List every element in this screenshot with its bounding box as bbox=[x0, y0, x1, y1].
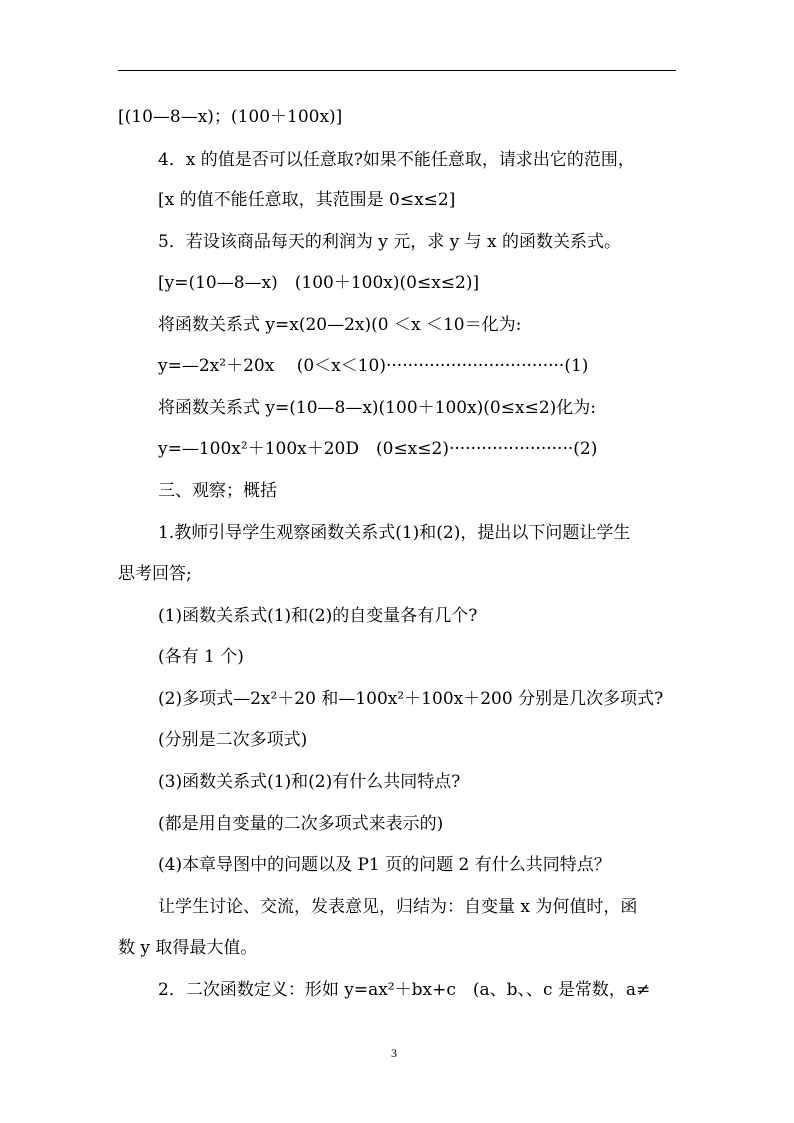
text-line: 2．二次函数定义：形如 y=ax²＋bx+c (a、b、、c 是常数，a≠ bbox=[158, 980, 651, 1000]
text-line: 将函数关系式 y=x(20—2x)(0 ＜x ＜10＝化为: bbox=[158, 315, 522, 335]
text-line: (2)多项式—2x²＋20 和—100x²＋100x＋200 分别是几次多项式? bbox=[158, 689, 664, 709]
text-line: [(10—8—x)；(100＋100x)] bbox=[118, 107, 343, 127]
text-line: 让学生讨论、交流，发表意见，归结为：自变量 x 为何值时，函 bbox=[158, 897, 638, 917]
text-line: y=—100x²＋100x＋20D (0≤x≤2)·······················(2) bbox=[158, 439, 598, 459]
text-line: [x 的值不能任意取，其范围是 0≤x≤2] bbox=[158, 190, 456, 210]
text-line: 数 y 取得最大值。 bbox=[118, 938, 258, 958]
text-line: 思考回答; bbox=[118, 564, 192, 584]
page-number: 3 bbox=[391, 1046, 397, 1060]
text-line: y=—2x²＋20x (0＜x＜10)·································(1) bbox=[158, 356, 589, 376]
text-line: 5．若设该商品每天的利润为 y 元，求 y 与 x 的函数关系式。 bbox=[158, 232, 622, 252]
section-heading: 三、观察；概括 bbox=[158, 481, 277, 501]
text-line: (各有 1 个) bbox=[158, 647, 244, 667]
header-rule bbox=[118, 70, 676, 71]
text-line: (3)函数关系式(1)和(2)有什么共同特点? bbox=[158, 772, 461, 792]
text-line: [y=(10—8—x) (100＋100x)(0≤x≤2)] bbox=[158, 273, 480, 293]
text-line: (分别是二次多项式) bbox=[158, 730, 308, 750]
text-line: (4)本章导图中的问题以及 P1 页的问题 2 有什么共同特点？ bbox=[158, 855, 611, 875]
text-line: (都是用自变量的二次多项式来表示的) bbox=[158, 814, 444, 834]
text-line: 4．x 的值是否可以任意取?如果不能任意取，请求出它的范围， bbox=[158, 150, 635, 170]
text-line: 1.教师引导学生观察函数关系式(1)和(2)，提出以下问题让学生 bbox=[158, 523, 631, 543]
text-line: (1)函数关系式(1)和(2)的自变量各有几个? bbox=[158, 606, 478, 626]
text-line: 将函数关系式 y=(10—8—x)(100＋100x)(0≤x≤2)化为: bbox=[158, 398, 596, 418]
